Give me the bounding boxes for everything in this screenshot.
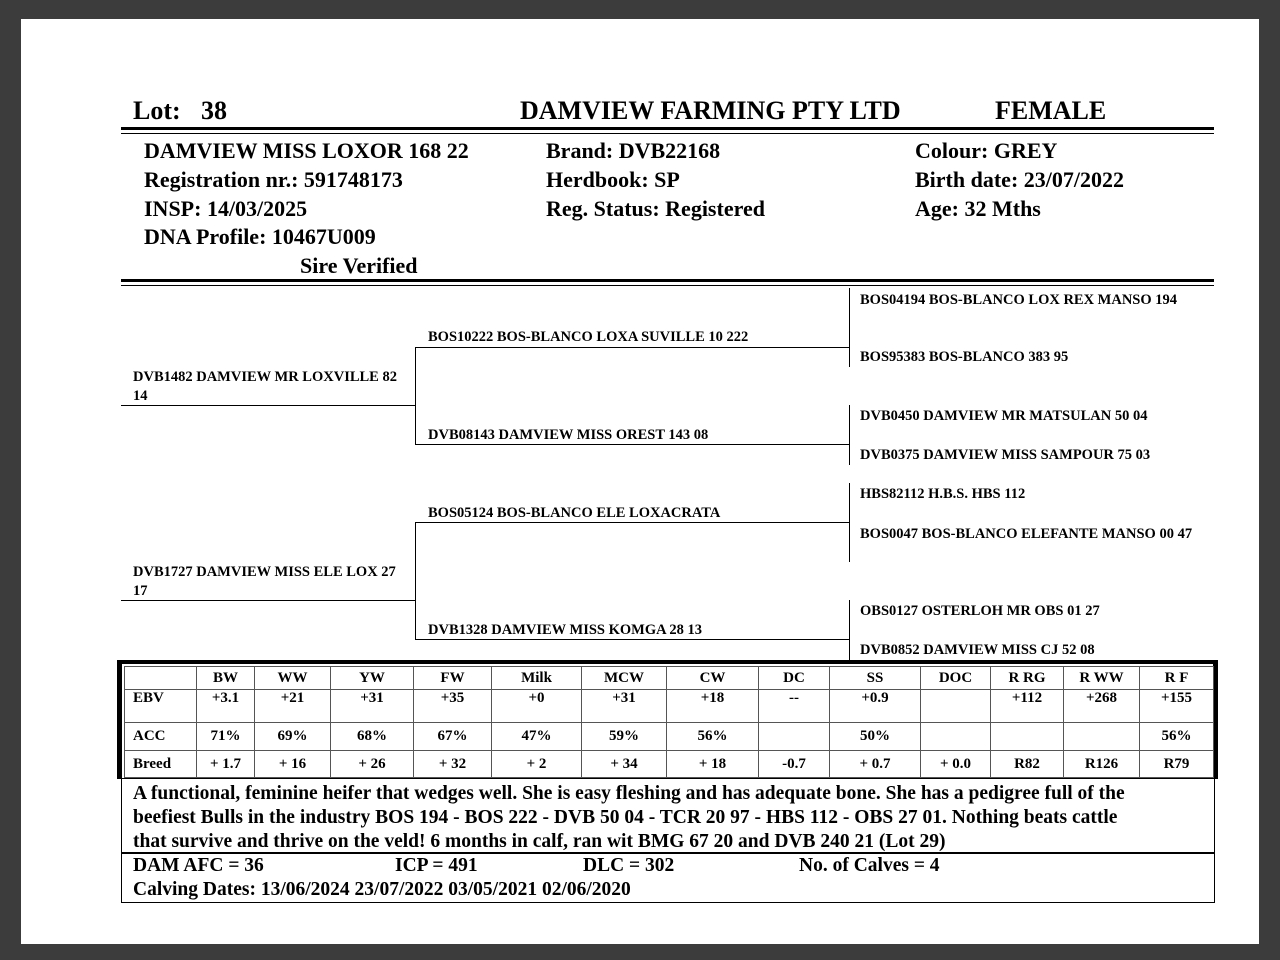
- ss-bracket: [849, 288, 850, 367]
- animal-name: DAMVIEW MISS LOXOR 168 22: [144, 138, 469, 163]
- pedigree-ggp-1: BOS04194 BOS-BLANCO LOX REX MANSO 194: [860, 292, 1178, 308]
- breed-cell: R126: [1064, 751, 1140, 778]
- dam-sire-line: [415, 522, 850, 523]
- ebv-header-fw: FW: [414, 667, 492, 690]
- pedigree-ggp-7: OBS0127 OSTERLOH MR OBS 01 27: [860, 603, 1100, 619]
- ebv-header-milk: Milk: [492, 667, 582, 690]
- ebv-cell: EBV: [125, 690, 197, 723]
- ebv-table: [124, 666, 1214, 778]
- sire-verified: Sire Verified: [300, 253, 418, 278]
- colour: Colour: GREY: [915, 138, 1058, 163]
- ebv-frame-left: [117, 660, 122, 779]
- dna-profile: DNA Profile: 10467U009: [144, 224, 376, 249]
- ebv-header-cw: CW: [667, 667, 759, 690]
- ebv-header-blank: [125, 667, 197, 690]
- acc-cell: [1064, 723, 1140, 751]
- ebv-cell: +21: [255, 690, 331, 723]
- pedigree-ggp-4: DVB0375 DAMVIEW MISS SAMPOUR 75 03: [860, 447, 1151, 463]
- pedigree-dam-sire: BOS05124 BOS-BLANCO ELE LOXACRATA: [428, 505, 721, 521]
- sire-dam-line: [415, 444, 850, 445]
- birth-date: Birth date: 23/07/2022: [915, 167, 1124, 192]
- ebv-frame-top: [117, 660, 1218, 664]
- ebv-cell: +0.9: [830, 690, 921, 723]
- ebv-header-bw: BW: [197, 667, 255, 690]
- header-rule-thick: [121, 127, 1214, 130]
- ebv-cell: +18: [667, 690, 759, 723]
- breed-cell: + 2: [492, 751, 582, 778]
- ebv-row: [125, 690, 1214, 723]
- breed-cell: + 0.0: [921, 751, 991, 778]
- pedigree-ggp-3: DVB0450 DAMVIEW MR MATSULAN 50 04: [860, 408, 1148, 424]
- pedigree-ggp-6: BOS0047 BOS-BLANCO ELEFANTE MANSO 00 47: [860, 526, 1193, 542]
- pedigree-sire-sire: BOS10222 BOS-BLANCO LOXA SUVILLE 10 222: [428, 329, 749, 345]
- header-rule-thin: [121, 133, 1214, 134]
- acc-cell: 56%: [667, 723, 759, 751]
- ebv-cell: +3.1: [197, 690, 255, 723]
- acc-cell: [921, 723, 991, 751]
- pedigree-sire: DVB1482 DAMVIEW MR LOXVILLE 82 14: [133, 369, 397, 404]
- registration-number: Registration nr.: 591748173: [144, 167, 403, 192]
- sd-bracket: [849, 405, 850, 465]
- ebv-header-dc: DC: [759, 667, 830, 690]
- comment-line-1: A functional, feminine heifer that wedges well. She is easy fleshing and has adequate bone. She has a pedigree full of the: [133, 783, 1125, 804]
- breed-cell: + 1.7: [197, 751, 255, 778]
- ebv-cell: +155: [1140, 690, 1214, 723]
- ebv-header-ss: SS: [830, 667, 921, 690]
- acc-cell: 59%: [582, 723, 667, 751]
- ebv-cell: +35: [414, 690, 492, 723]
- ebv-cell: [921, 690, 991, 723]
- ebv-header-ww: WW: [255, 667, 331, 690]
- pedigree-sire-dam: DVB08143 DAMVIEW MISS OREST 143 08: [428, 427, 709, 443]
- age: Age: 32 Mths: [915, 196, 1041, 221]
- breed-row: [125, 751, 1214, 778]
- breed-cell: R79: [1140, 751, 1214, 778]
- pedigree-dam-dam: DVB1328 DAMVIEW MISS KOMGA 28 13: [428, 622, 703, 638]
- brand: Brand: DVB22168: [546, 138, 721, 163]
- sire-bracket: [415, 347, 416, 445]
- acc-cell: 56%: [1140, 723, 1214, 751]
- sire-line: [121, 405, 416, 406]
- acc-cell: 71%: [197, 723, 255, 751]
- ebv-header-mcw: MCW: [582, 667, 667, 690]
- breed-cell: R82: [991, 751, 1064, 778]
- acc-cell: [991, 723, 1064, 751]
- acc-cell: 47%: [492, 723, 582, 751]
- pedigree-dam: DVB1727 DAMVIEW MISS ELE LOX 27 17: [133, 564, 396, 599]
- dd-bracket: [849, 600, 850, 660]
- ebv-cell: +31: [582, 690, 667, 723]
- acc-row: [125, 723, 1214, 751]
- inspection-date: INSP: 14/03/2025: [144, 196, 308, 221]
- comment-line-2: beefiest Bulls in the industry BOS 194 - BOS 222 - DVB 50 04 - TCR 20 97 - HBS 112 - OBS 27 01. Nothing beats cattle: [133, 807, 1118, 828]
- breed-cell: + 32: [414, 751, 492, 778]
- reg-status: Reg. Status: Registered: [546, 196, 765, 221]
- calving-dates: Calving Dates: 13/06/2024 23/07/2022 03/05/2021 02/06/2020: [133, 879, 631, 900]
- breed-cell: -0.7: [759, 751, 830, 778]
- ebv-header-r-rg: R RG: [991, 667, 1064, 690]
- breed-cell: Breed: [125, 751, 197, 778]
- acc-cell: 67%: [414, 723, 492, 751]
- pedigree-ggp-5: HBS82112 H.B.S. HBS 112: [860, 486, 1026, 502]
- ebv-header-row: [125, 667, 1214, 690]
- ebv-cell: +31: [331, 690, 414, 723]
- acc-cell: [759, 723, 830, 751]
- ebv-cell: --: [759, 690, 830, 723]
- dam-line: [121, 600, 416, 601]
- ebv-header-yw: YW: [331, 667, 414, 690]
- ebv-cell: +112: [991, 690, 1064, 723]
- seller-name: DAMVIEW FARMING PTY LTD: [520, 96, 901, 125]
- dam-dam-line: [415, 639, 850, 640]
- breed-cell: + 16: [255, 751, 331, 778]
- number-of-calves: No. of Calves = 4: [799, 855, 940, 876]
- ebv-header-r-f: R F: [1140, 667, 1214, 690]
- icp: ICP = 491: [395, 855, 478, 876]
- pedigree-ggp-2: BOS95383 BOS-BLANCO 383 95: [860, 349, 1069, 365]
- info-rule-thin: [121, 285, 1214, 286]
- lot-number: 38: [201, 96, 227, 125]
- dlc: DLC = 302: [583, 855, 675, 876]
- pedigree-ggp-8: DVB0852 DAMVIEW MISS CJ 52 08: [860, 642, 1095, 658]
- ebv-header-r-ww: R WW: [1064, 667, 1140, 690]
- breed-cell: + 18: [667, 751, 759, 778]
- acc-cell: 50%: [830, 723, 921, 751]
- dam-bracket: [415, 522, 416, 640]
- ebv-cell: +268: [1064, 690, 1140, 723]
- dam-afc: DAM AFC = 36: [133, 855, 264, 876]
- info-rule-thick: [121, 279, 1214, 282]
- ds-bracket: [849, 483, 850, 562]
- breed-cell: + 34: [582, 751, 667, 778]
- sex-label: FEMALE: [995, 96, 1107, 125]
- sire-sire-line: [415, 347, 850, 348]
- herdbook: Herdbook: SP: [546, 167, 680, 192]
- acc-cell: ACC: [125, 723, 197, 751]
- breed-cell: + 26: [331, 751, 414, 778]
- ebv-cell: +0: [492, 690, 582, 723]
- ebv-header-doc: DOC: [921, 667, 991, 690]
- acc-cell: 68%: [331, 723, 414, 751]
- comment-line-3: that survive and thrive on the veld! 6 months in calf, ran wit BMG 67 20 and DVB 240 21 (Lot 29): [133, 831, 946, 852]
- acc-cell: 69%: [255, 723, 331, 751]
- breed-cell: + 0.7: [830, 751, 921, 778]
- lot-label: Lot:: [133, 96, 181, 125]
